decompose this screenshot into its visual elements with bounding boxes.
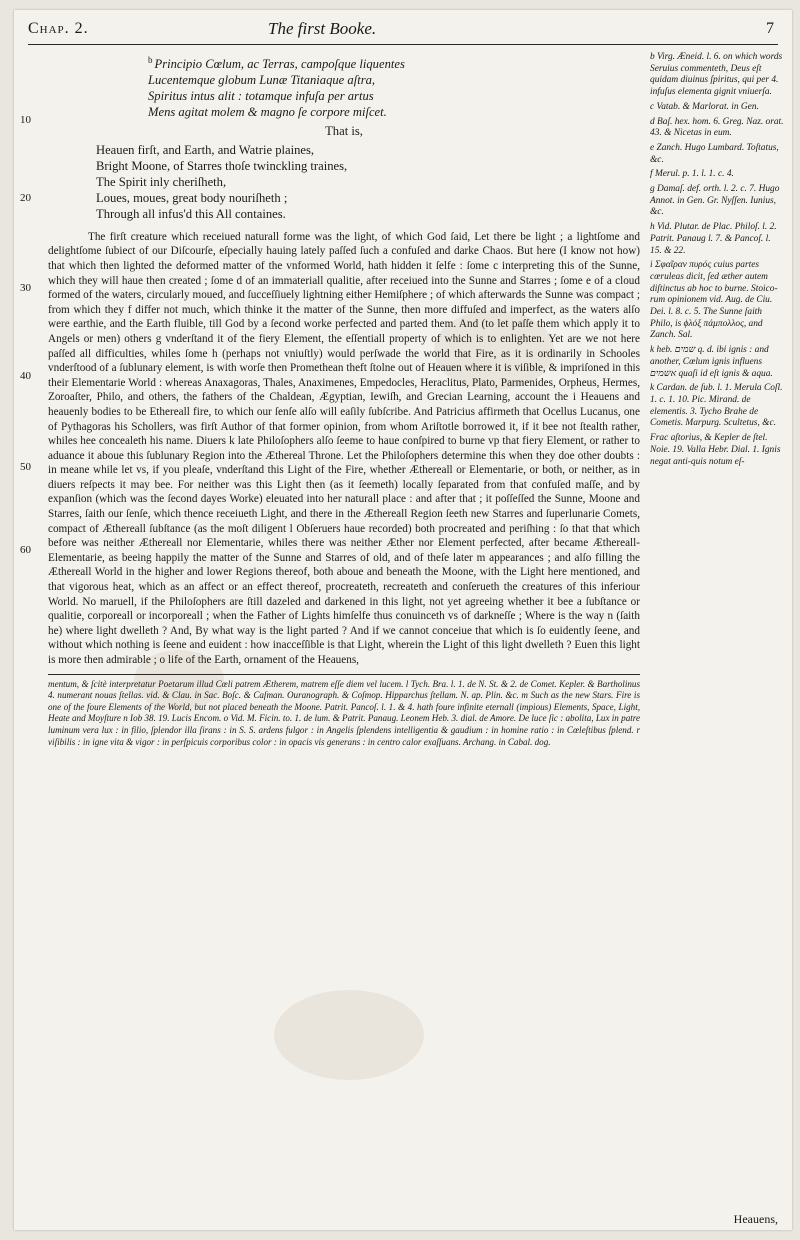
running-header xyxy=(28,18,778,45)
verse-line: $^b$ Principio Cœlum, ac Terras, campoſque liquentes xyxy=(148,55,405,72)
margin-note: k heb. שמים q. d. ibi ignis : and another, Cœlum ignis influens אשמים quaſi id eſt ignis & aqua. xyxy=(650,345,773,379)
footnote-text: mentum, & ſcitè interpretatur Poetarum illud Cœli patrem Ætherem, matrem eſſe diem vel lucem. l Tych. Bra. l. 1. de N. St. & 2. de Comet. Kepler. & Bartholinus 4. numerant nouas ſtellas. vid. & Clau. in Sac. Boſc. & Caſman. Ouranograph. & Coſmop. Hipparchus ſtellam. N. ap. Plin. &c. m Such as the new Stars. Fire is one of the foure Elements of the World, but not placed beneath the Moone. Patrit. Pancoſ. l. 1. & 4. hath foure infinite eternall (impious) Elements, Space, Light, Heate and Moyſture n Iob 38. 19. Lucis Encom. o Vid. M. Ficin. to. 1. de lum. & Patrit. Panaug. Leonem Heb. 3. dial. de Amore. De luce ſic : abolita, Lux in patre luminum vera lux : in filio, ſplendor illa ſirans : in S. S. ardens fulgor : in Angelis ſplendens intelligentia & gaudium : in homine ratio : in Cœleſtibus ſplend. r viſibilis : in igne vita & vigor : in perſpicuis corporibus color : in opacis vis generans : in centro calor exaſſuans. Archang. in Cabal. dog. xyxy=(48,678,640,747)
margin-note: k Cardan. de ſub. l. 1. Merula Coſl. 1. c. 1. 10. Pic. Mirand. de elementis. 3. Tycho Brahe de Cometis. Marpurg. Scultetus, &c. xyxy=(650,383,783,429)
line-number: 10 xyxy=(20,114,31,126)
verse-line: Through all infus'd this All containes. xyxy=(96,206,286,221)
body-paragraph: The firſt creature which receiued naturall forme was the light, of which God ſaid, Let there be light ; a lightſome and delightſome ſubiect of our Diſcourſe, eſpecially hauing lately paſſed ſuch a confuſed and darke Chaos. But here (I know not how) that which then lighted the deformed matter of the vnformed World, hath hidden it ſelfe : ſome c interpreting this of the Sunne, which they will haue then created ; ſome d of an immateriall qualitie, after receiued into the Sunne and Starres ; ſome e of a cloud formed of the waters, circularly moued, and ſucceſſiuely lightning either Hemiſphere ; of which afterwards the Sunne was compact ; from which they f differ not much, which thinke it the matter of the Sunne, then more diffuſed and imperfect, as the waters alſo were earthie, and the Earth fluible, till God by a ſecond worke perfected and parted them. And (to let paſſe them which apply it to Angels or men) others g vnderſtand it of the fiery Element, the eſſentiall property of which is to enlighten. Yet are we not here paſſed all difficulties, whiles ſome h (perhaps not vniuſtly) would perſwade the world that Fire, as it is ordinarily in Schooles vnderſtood of a ſublunary element, is with worſe then Promethean theft ſtolne out of Heauen where it is viſible, & impriſoned in this their Elementarie World : whereas Anaxagoras, Thales, Anaximenes, Empedocles, Heraclitus, Plato, Parmenides, Orpheus, Hermes, Zoroaſter, Philo, and others, the fathers of the Chaldean, Ægyptian, Iewiſh, and Grecian Learning, account the i Heauens and heauenly bodies to be Ethereall fire, to which our ſenſe alſo will eaſily ſubſcribe. And Patricius affirmeth that Ocellus Lucanus, one of Pythagoras his Schollers, was firſt Author of that former opinion, from whom Ariſtotle borrowed it, if it bee not ſtealth rather, whiles hee concealeth his name. Diuers k late Philoſophers alſo ſeeme to haue conſpired to burne vp that fiery Element, or rather to aduance it aboue this ſublunary Region into the Æthereal Throne. Let the Philoſophers determine this when they doe other doubts : in meane while let vs, if you pleaſe, vnderſtand this Light of the Fire, whether Æthereall or Elementarie, or both, or neither, as in diuers reſpects it may bee. For neither was this Light then (as it ſeemeth) locally ſeparated from that confuſed maſſe, and by expanſion (which was the ſecond dayes Worke) eleuated into her naturall place : and after that ; it poſſeſſed the Sunne, Moone and Starres, ſaith our ſenſe, which thence receiueth Light, and there in the Æthereall Region ſeeth new Starres and ſuperlunarie Comets, compact of Æthereall ſubſtance (as the moſt diligent l Obſeruers haue recorded) both procreated and periſhing : ſo that that which before was neither Æthereall nor Elementarie, whiles there was neither Æther nor Element perfected, after became Æthereall-Elementarie, as beeing happily the matter of the Sunne and Starres of old, and of theſe later m appearances ; and alſo filling the Æthereall World in the higher and lower Regions thereof, both aboue and beneath the Moone, with the Light here mentioned, and that vigorous heat, which as an affect or an effect thereof, procreateth, recreateth and conſerueth the creatures of this inferiour World. No maruell, if the Philoſophers are ſtill dazeled and darkened in this light, not yet agreeing whether it bee a ſubſtance or qualitie, corporeall or incorporeall ; when the Father of Lights himſelfe thus conuinceth vs of darkneſſe ; Where is the way n (ſaith he) where light dwelleth ? And, By what way is the light parted ? And if we cannot conceiue that which is ſo euidently ſeene, and without which nothing is ſeene and euident : how inacceſſible is that Light, wherein the Light of this light dwelleth ? Euen this light is more then admirable ; o life of the Earth, ornament of the Heauens, xyxy=(48,230,640,666)
verse-line: Bright Moone, of Starres thoſe twinckling traines, xyxy=(96,158,348,173)
verse-line: Lucentemque globum Lunæ Titaniaque aſtra, xyxy=(148,73,376,88)
line-number: 60 xyxy=(20,544,31,556)
margin-note: f Merul. p. 1. l. 1. c. 4. xyxy=(650,169,734,180)
chapter-label: Chap. 2. xyxy=(28,20,89,37)
main-text-column xyxy=(48,52,640,748)
footnote-marker: b xyxy=(148,55,153,65)
line-number: 50 xyxy=(20,461,31,473)
margin-note: c Vatab. & Marlorat. in Gen. xyxy=(650,101,759,112)
verse-line: Loues, moues, great body nouriſheth ; xyxy=(96,190,288,205)
translation-intro: That is, xyxy=(325,124,363,139)
book-page xyxy=(14,10,792,1230)
line-number: 40 xyxy=(20,370,31,382)
margin-note: h Vid. Plutar. de Plac. Philoſ. l. 2. Patrit. Panaug l. 7. & Pancoſ. l. 15. & 22. xyxy=(650,222,777,256)
catchword: Heauens, xyxy=(733,1212,778,1226)
book-title: The first Booke. xyxy=(268,19,377,38)
margin-note: e Zanch. Hugo Lumbard. Toſtatus, &c. xyxy=(650,142,779,165)
margin-note: b Virg. Æneid. l. 6. on which words Seruius commenteth, Deus eſt quidam diuinus ſpiritus, qui per 4. infuſus elementa gignit vniuerſa. xyxy=(650,52,783,98)
margin-note: i Σφαῖραν πυρός cuius partes cœruleas dicit, ſed æther autem diſtinctus ab hoc to burne. Stoico-rum opinionem vid. Aug. de Ciu. Dei. l. 8. c. 5. The Sunne ſaith Philo, is ϕλόξ πάμπολλος, and Zanch. Sal. xyxy=(650,260,778,341)
footnotes xyxy=(48,679,640,749)
verse-line: The Spirit inly cheriſheth, xyxy=(96,174,227,189)
line-number: 30 xyxy=(20,282,31,294)
body-prose xyxy=(48,230,640,668)
footnote-divider xyxy=(48,674,640,675)
marginal-notes xyxy=(650,52,784,471)
verse-line: Heauen firſt, and Earth, and Watrie plaines, xyxy=(96,142,315,157)
margin-note: g Damaſ. def. orth. l. 2. c. 7. Hugo Annot. in Gen. Gr. Nyſſen. Iunius, &c. xyxy=(650,184,780,218)
verse-line: Mens agitat molem & magno ſe corpore miſcet. xyxy=(148,105,387,120)
margin-note: Frac aſtorius, & Kepler de ſtel. Noie. 19. Valla Hebr. Dial. 1. Ignis negat anti-quis notum eſ- xyxy=(650,433,781,467)
page-number: 7 xyxy=(766,20,774,37)
english-verse xyxy=(96,142,640,222)
verse-line: Spiritus intus alit : totamque infuſa per artus xyxy=(148,89,374,104)
line-number: 20 xyxy=(20,192,31,204)
margin-note: d Baſ. hex. hom. 6. Greg. Naz. orat. 43. & Nicetas in eum. xyxy=(650,116,784,139)
latin-verse xyxy=(148,52,640,120)
line-numbers xyxy=(14,10,44,1230)
